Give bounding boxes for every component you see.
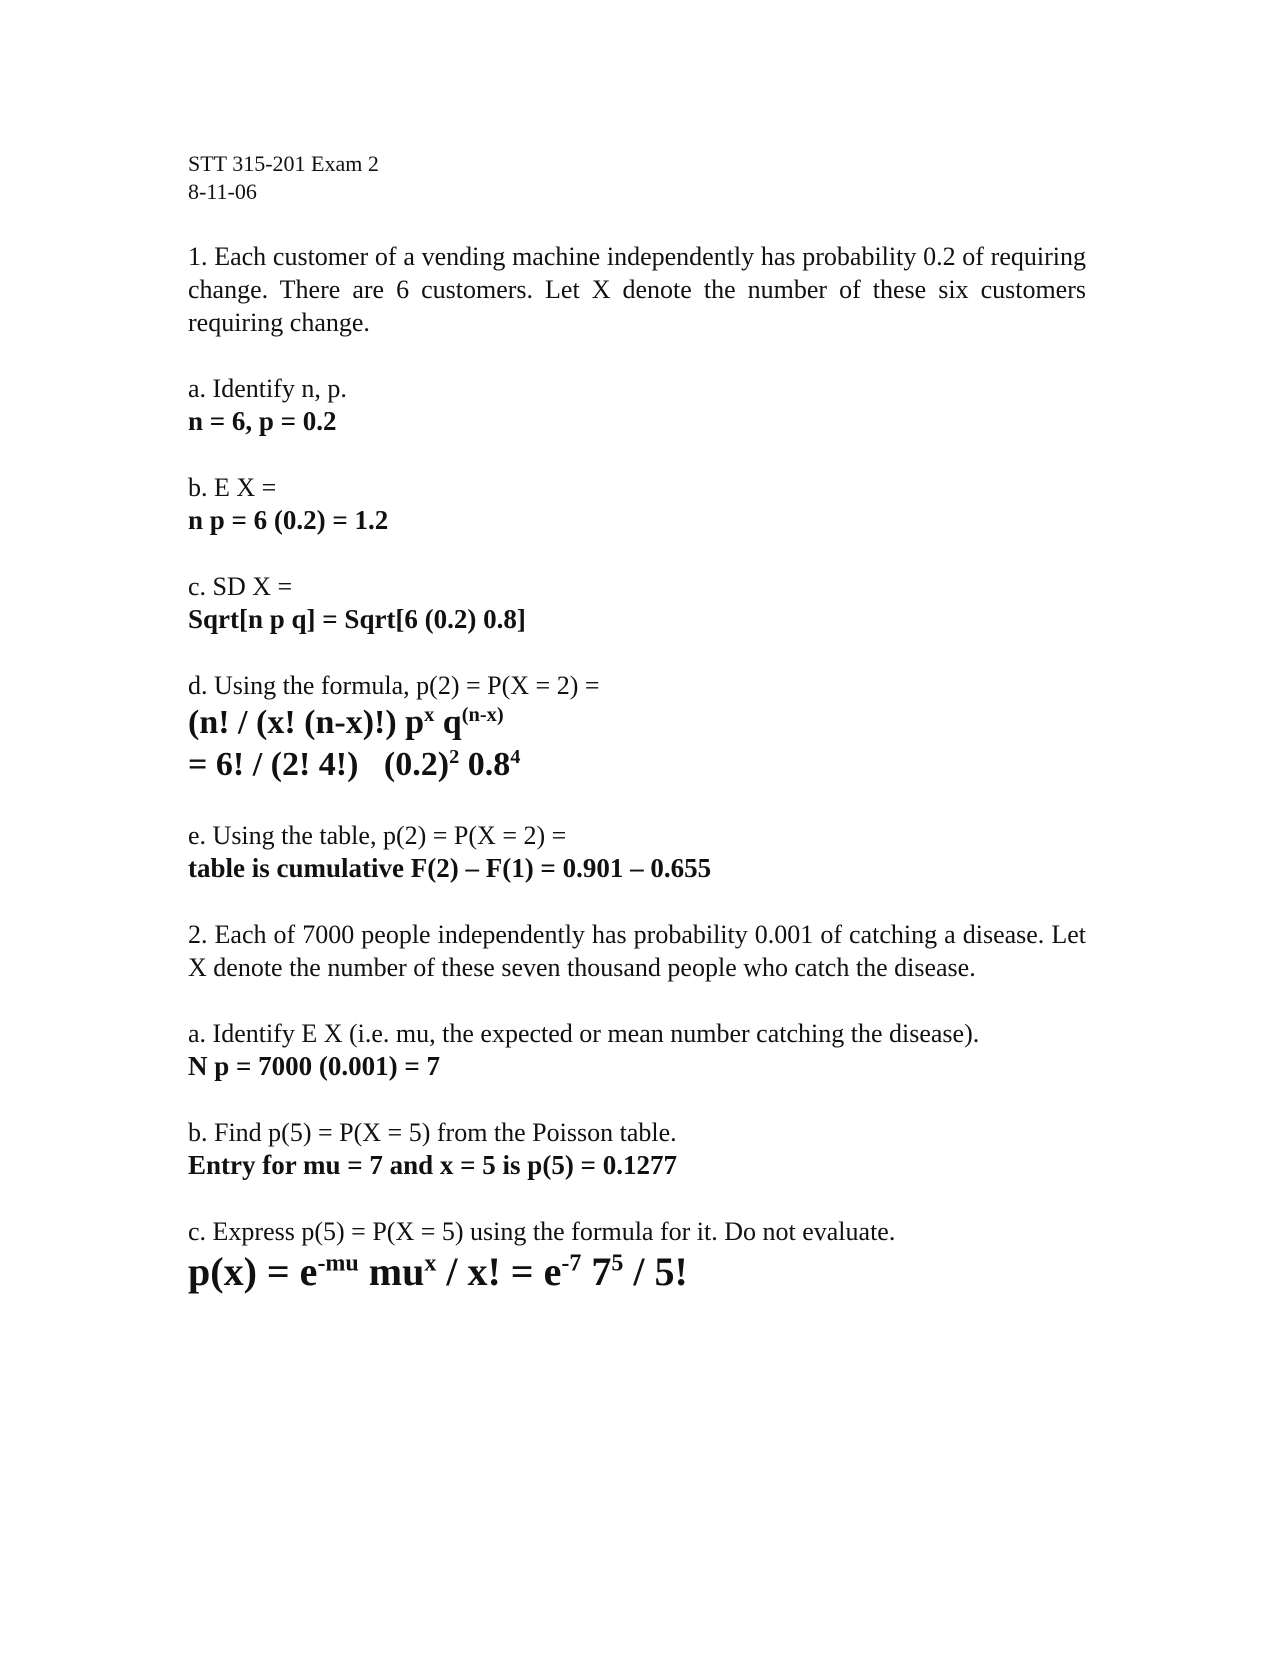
q1d-question: d. Using the formula, p(2) = P(X = 2) = bbox=[188, 671, 600, 700]
q1-part-a bbox=[188, 372, 1086, 438]
q1d-formula-line bbox=[188, 702, 1086, 744]
exam-page bbox=[188, 150, 1086, 1296]
formula-exponent: 5 bbox=[611, 1250, 624, 1277]
formula-text: p(x) = e bbox=[188, 1249, 318, 1294]
q2a-answer: N p = 7000 (0.001) = 7 bbox=[188, 1051, 441, 1081]
formula-exponent: -mu bbox=[317, 1250, 359, 1277]
q2-part-a bbox=[188, 1017, 1086, 1083]
q1a-answer: n = 6, p = 0.2 bbox=[188, 406, 337, 436]
q1-part-e bbox=[188, 819, 1086, 885]
q2a-question: a. Identify E X (i.e. mu, the expected or mean number catching the disease). bbox=[188, 1019, 980, 1048]
q2b-answer: Entry for mu = 7 and x = 5 is p(5) = 0.1277 bbox=[188, 1150, 677, 1180]
q2-part-b bbox=[188, 1116, 1086, 1182]
q1b-question: b. E X = bbox=[188, 473, 277, 502]
formula-exponent: -7 bbox=[561, 1250, 582, 1277]
q2-part-c bbox=[188, 1215, 1086, 1296]
q1-part-c bbox=[188, 570, 1086, 636]
formula-text: = 6! / (2! 4!) (0.2) bbox=[188, 746, 450, 783]
formula-text: q bbox=[434, 704, 462, 741]
q1c-answer: Sqrt[n p q] = Sqrt[6 (0.2) 0.8] bbox=[188, 604, 526, 634]
q1b-answer: n p = 6 (0.2) = 1.2 bbox=[188, 505, 389, 535]
q1e-answer: table is cumulative F(2) – F(1) = 0.901 – 0.655 bbox=[188, 853, 712, 883]
q2b-question: b. Find p(5) = P(X = 5) from the Poisson table. bbox=[188, 1118, 677, 1147]
formula-exponent: 2 bbox=[449, 745, 460, 768]
q1c-question: c. SD X = bbox=[188, 572, 293, 601]
q1-part-b bbox=[188, 471, 1086, 537]
exam-date: 8-11-06 bbox=[188, 179, 257, 204]
formula-exponent: x bbox=[424, 703, 435, 726]
formula-text: / 5! bbox=[623, 1249, 688, 1294]
q2c-formula bbox=[188, 1248, 1086, 1296]
exam-header bbox=[188, 150, 1086, 206]
formula-exponent: 4 bbox=[510, 745, 521, 768]
q1e-question: e. Using the table, p(2) = P(X = 2) = bbox=[188, 821, 567, 850]
q2c-question: c. Express p(5) = P(X = 5) using the formula for it. Do not evaluate. bbox=[188, 1217, 896, 1246]
formula-text: (n! / (x! (n-x)!) p bbox=[188, 704, 425, 741]
q1d-substitution-line bbox=[188, 744, 1086, 786]
q1a-question: a. Identify n, p. bbox=[188, 374, 347, 403]
formula-exponent: x bbox=[424, 1250, 437, 1277]
q2-prompt: 2. Each of 7000 people independently has probability 0.001 of catching a disease. Let X denote the number of these seven thousand people who catch the disease. bbox=[188, 920, 1086, 982]
course-title: STT 315-201 Exam 2 bbox=[188, 151, 379, 176]
q1-prompt: 1. Each customer of a vending machine independently has probability 0.2 of requiring change. There are 6 customers. Let X denote the number of these six customers requiring change. bbox=[188, 242, 1086, 337]
formula-text: 0.8 bbox=[459, 746, 511, 783]
formula-exponent: (n-x) bbox=[461, 703, 504, 726]
q1-part-d bbox=[188, 669, 1086, 786]
formula-text: / x! = e bbox=[436, 1249, 562, 1294]
formula-text: mu bbox=[358, 1249, 425, 1294]
formula-text: 7 bbox=[581, 1249, 612, 1294]
